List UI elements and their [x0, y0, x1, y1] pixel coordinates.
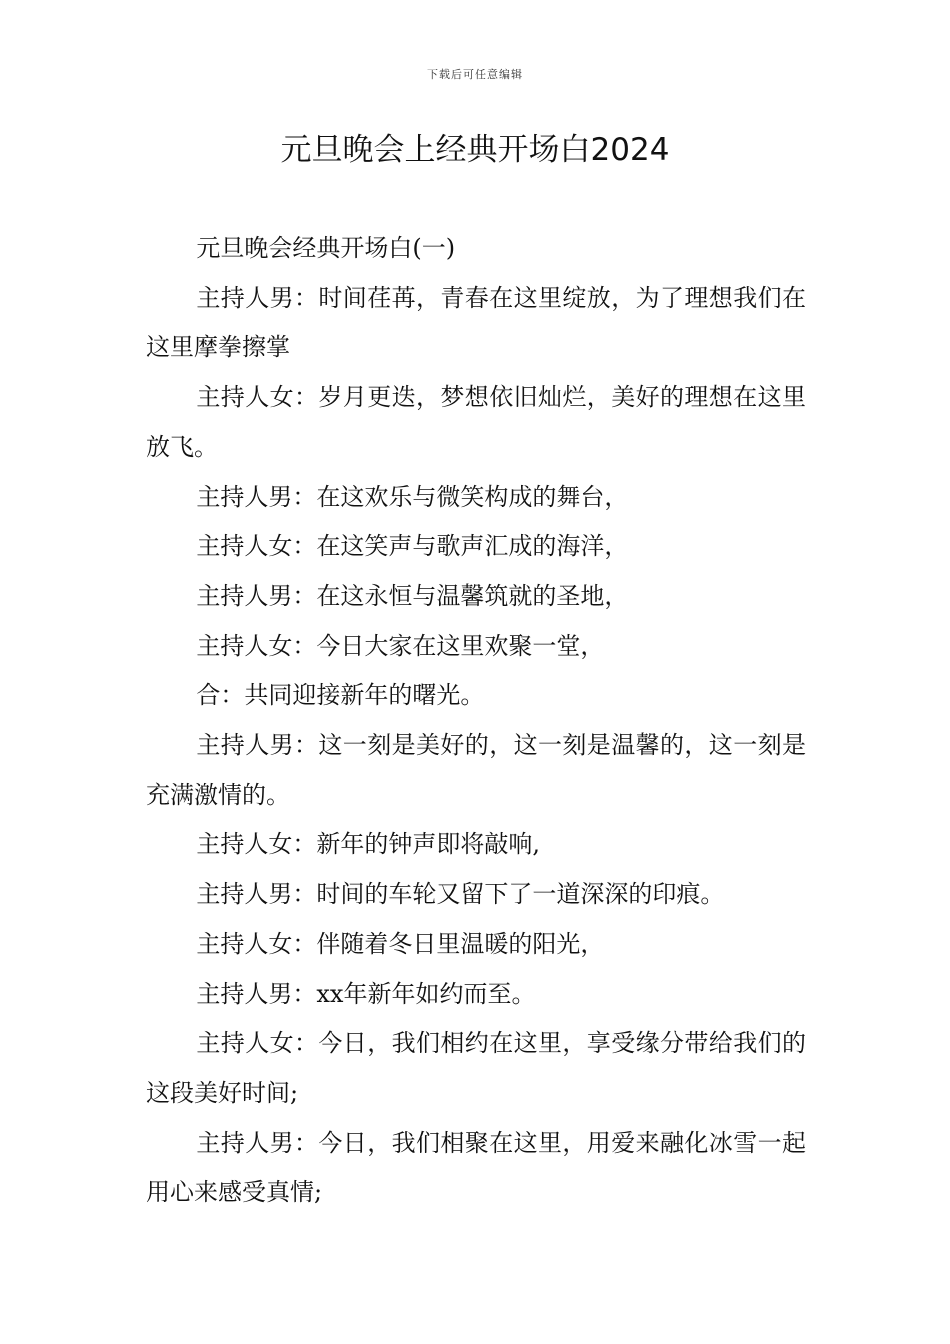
paragraph: 主持人女：伴随着冬日里温暖的阳光，	[196, 929, 605, 958]
paragraph: 主持人女：新年的钟声即将敲响,	[196, 830, 541, 859]
paragraph: 主持人男：xx年新年如约而至。	[196, 979, 536, 1008]
paragraph: 主持人男：在这永恒与温馨筑就的圣地，	[196, 581, 629, 610]
paragraph: 元旦晚会经典开场白(一)	[196, 234, 456, 262]
paragraph: 主持人女：在这笑声与歌声汇成的海洋，	[196, 532, 629, 561]
paragraph: 主持人女：今日，我们相约在这里，享受缘分带给我们的这段美好时间;	[146, 1029, 806, 1107]
paragraph: 主持人男：今日，我们相聚在这里，用爱来融化冰雪一起用心来感受真情;	[146, 1128, 806, 1207]
paragraph: 主持人女：岁月更迭，梦想依旧灿烂，美好的理想在这里放飞。	[146, 383, 806, 461]
paragraph: 合：共同迎接新年的曙光。	[196, 681, 485, 710]
paragraph: 主持人女：今日大家在这里欢聚一堂，	[196, 631, 605, 660]
paragraph: 主持人男：在这欢乐与微笑构成的舞台，	[196, 482, 629, 511]
document-title: 元旦晚会上经典开场白2024	[280, 132, 670, 168]
document-body	[146, 224, 806, 1218]
header-note: 下载后可任意编辑	[427, 68, 523, 81]
paragraph: 主持人男：时间的车轮又留下了一道深深的印痕。	[196, 880, 725, 909]
paragraph: 主持人男：时间荏苒，青春在这里绽放，为了理想我们在这里摩拳擦掌	[146, 283, 806, 362]
paragraph: 主持人男：这一刻是美好的，这一刻是温馨的，这一刻是充满激情的。	[146, 731, 806, 809]
